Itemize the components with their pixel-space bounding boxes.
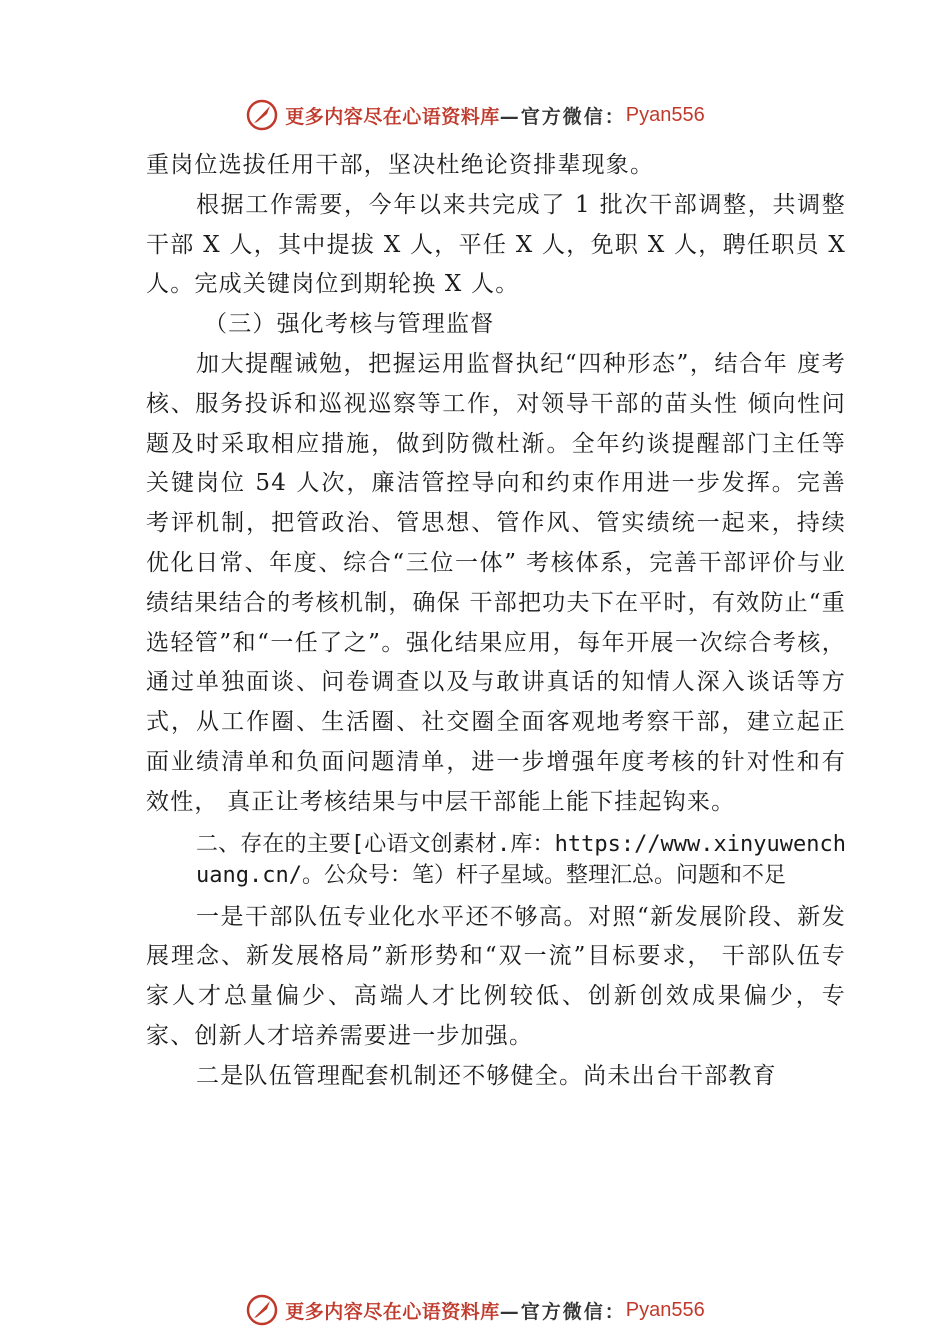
watermark-account: Pyan556: [625, 1298, 705, 1321]
paragraph-4: 一是干部队伍专业化水平还不够高。对照“新发展阶段、新发展理念、新发展格局”新形势和“双一流”目标要求， 干部队伍专家人才总量偏少、高端人才比例较低、创新创效成果偏少，专家、创新人才培养需要进一步加强。: [146, 903, 846, 1049]
section-heading: （三）强化考核与管理监督: [204, 311, 495, 338]
watermark-separator: —官方微信：: [499, 1300, 626, 1323]
section-heading-problems: 二、存在的主要[心语文创素材.库：https://www.xinyuwenchuang.cn/。公众号：笔）杆子星域。整理汇总。问题和不足: [196, 831, 846, 889]
watermark-title: 更多内容尽在心语资料库: [285, 1300, 500, 1323]
quill-seal-icon: [245, 98, 279, 132]
paragraph-3: 加大提醒诫勉，把握运用监督执纪“四种形态”，结合年 度考核、服务投诉和巡视巡察等工作，对领导干部的苗头性 倾向性问题及时采取相应措施，做到防微杜渐。全年约谈提醒部门主任等关键岗位 54 人次，廉洁管控导向和约束作用进一步发挥。完善考评机制，把管政治、管思想、管作风、管实绩统一起来，持续优化日常、年度、综合“三位一体” 考核体系，完善干部评价与业绩结果结合的考核机制，确保 干部把功夫下在平时，有效防止“重选轻管”和“一任了之”。强化结果应用，每年开展一次综合考核，通过单独面谈、问卷调查以及与敢讲真话的知情人深入谈话等方式，从工作圈、生活圈、社交圈全面客观地考察干部，建立起正面业绩清单和负面问题清单，进一步增强年度考核的针对性和有效性， 真正让考核结果与中层干部能上能下挂起钩来。: [146, 350, 846, 815]
document-body: [146, 146, 846, 1097]
paragraph-2: 根据工作需要，今年以来共完成了 1 批次干部调整，共调整干部 X 人，其中提拔 X 人，平任 X 人，免职 X 人，聘任职员 X 人。完成关键岗位到期轮换 X 人。: [146, 191, 846, 298]
watermark-separator: —官方微信：: [499, 105, 626, 128]
watermark-footer: [0, 1290, 950, 1330]
watermark-title: 更多内容尽在心语资料库: [285, 105, 500, 128]
paragraph-1: 重岗位选拔任用干部，坚决杜绝论资排辈现象。: [146, 152, 655, 178]
paragraph-5: 二是队伍管理配套机制还不够健全。尚未出台干部教育: [196, 1062, 777, 1089]
quill-seal-icon: [245, 1293, 279, 1327]
watermark-account: Pyan556: [625, 103, 705, 126]
watermark-header: [0, 95, 950, 135]
